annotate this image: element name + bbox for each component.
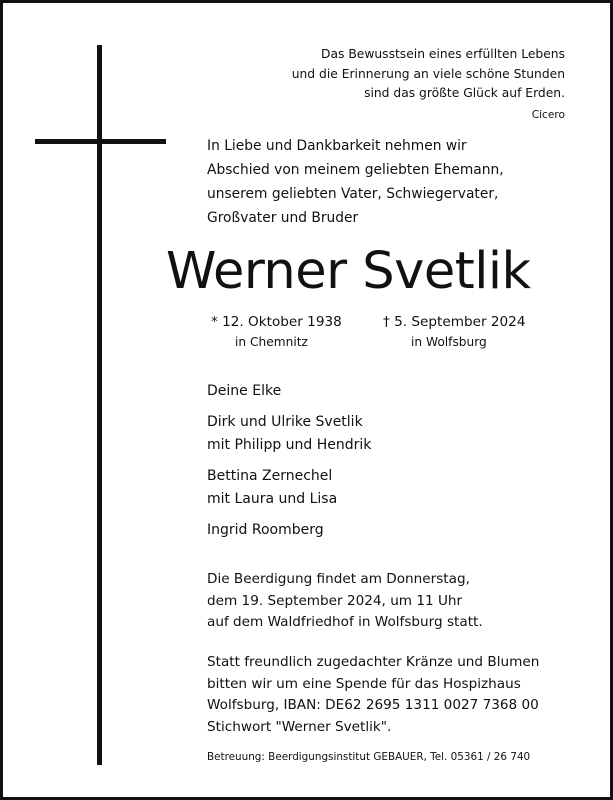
cross-horizontal-bar [35,139,166,144]
mourner-line: Deine Elke [207,383,282,399]
mourner-line: Ingrid Roomberg [207,522,324,538]
funeral-details [207,569,567,634]
quote [235,45,565,104]
quote-line: sind das größte Glück auf Erden. [364,86,565,100]
mourner-group [207,519,547,542]
intro-text [207,134,547,230]
donation-line: Stichwort "Werner Svetlik". [207,718,392,735]
deceased-name: Werner Svetlik [166,242,531,301]
birth-info [211,312,342,352]
intro-line: Abschied von meinem geliebten Ehemann, [207,162,504,178]
death-date: † 5. September 2024 [383,314,526,330]
birth-date: * 12. Oktober 1938 [211,314,342,330]
death-place: in Wolfsburg [411,335,487,349]
mourner-line: Bettina Zernechel [207,468,333,484]
quote-author: Cicero [531,109,565,121]
funeral-home-footer: Betreuung: Beerdigungsinstitut GEBAUER, Tel. 05361 / 26 740 [207,751,531,763]
mourner-group [207,465,547,511]
cross-vertical-bar [97,45,102,765]
mourner-line: mit Philipp und Hendrik [207,437,372,453]
mourner-group [207,380,547,403]
funeral-line: auf dem Waldfriedhof in Wolfsburg statt. [207,614,483,630]
mourner-line: mit Laura und Lisa [207,491,338,507]
intro-line: Großvater und Bruder [207,210,359,226]
donation-line: Wolfsburg, IBAN: DE62 2695 1311 0027 7368 00 [207,697,539,713]
funeral-line: Die Beerdigung findet am Donnerstag, [207,571,470,587]
intro-line: unserem geliebten Vater, Schwiegervater, [207,186,499,202]
donation-line: Statt freundlich zugedachter Kränze und Blumen [207,654,540,670]
quote-line: Das Bewusstsein eines erfüllten Lebens [321,47,565,61]
death-info [383,312,525,352]
mourner-group [207,411,547,457]
donation-request [207,652,577,738]
intro-line: In Liebe und Dankbarkeit nehmen wir [207,138,467,154]
quote-line: und die Erinnerung an viele schöne Stunden [291,66,565,81]
donation-line: bitten wir um eine Spende für das Hospizhaus [207,675,521,692]
mourner-line: Dirk und Ulrike Svetlik [207,414,363,430]
funeral-line: dem 19. September 2024, um 11 Uhr [207,592,463,609]
mourners-list [207,380,547,550]
birth-place: in Chemnitz [235,335,308,349]
